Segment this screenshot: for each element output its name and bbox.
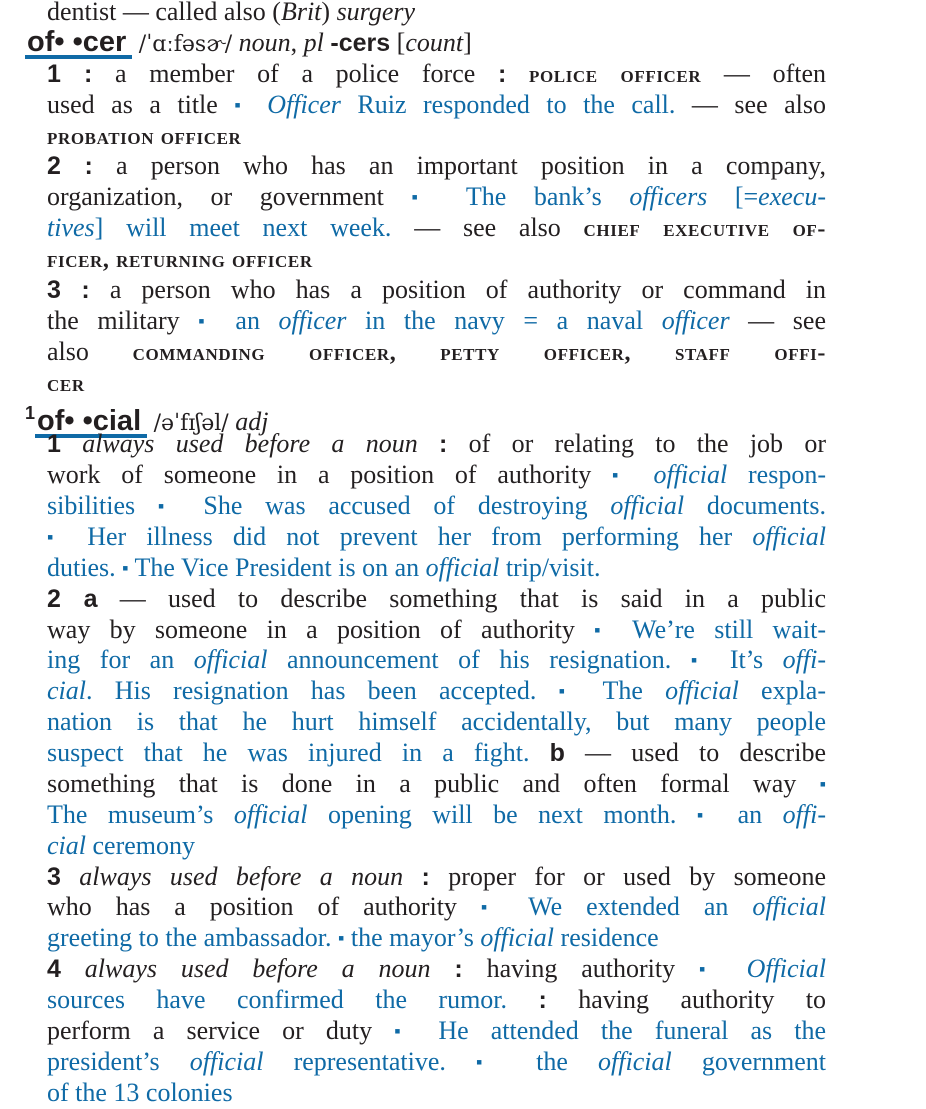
definition-text: ] (463, 27, 472, 57)
text-line (47, 90, 826, 121)
definition-text: [ (390, 27, 406, 57)
definition-text: also (47, 336, 133, 366)
text-line (47, 892, 826, 923)
example-emphasis: cial (47, 676, 86, 706)
definition-text (507, 985, 538, 1014)
example-text: We’re still wait- (613, 614, 826, 644)
cross-reference[interactable]: chief executive of- (583, 216, 826, 243)
definition-text: organization, or government (47, 182, 412, 212)
example-bullet-icon: ▪ (157, 496, 181, 516)
entry-header-line (25, 398, 826, 438)
definition-text: something that is done in a public and often formal way (47, 768, 820, 798)
example-text: of the 13 colonies (47, 1077, 233, 1107)
example-emphasis: officer (278, 305, 347, 335)
example-emphasis: execu- (758, 182, 826, 212)
example-emphasis: official (665, 676, 739, 706)
example-emphasis: offi- (782, 799, 827, 829)
sense-label: 2 a (47, 584, 98, 613)
text-line (47, 553, 826, 584)
example-text (251, 90, 268, 119)
text-line (47, 676, 826, 707)
example-text (633, 460, 654, 489)
cross-reference[interactable]: probation officer (47, 123, 242, 150)
example-bullet-icon: ▪ (394, 1020, 417, 1041)
text-line (47, 429, 826, 460)
example-emphasis: official (752, 892, 826, 922)
example-bullet-icon: ▪ (411, 187, 439, 208)
example-text: ] will meet next week. (94, 213, 392, 243)
sense-label: : (439, 430, 448, 459)
text-line (47, 1078, 826, 1109)
example-text: We extended an (504, 892, 753, 922)
text-line (47, 337, 826, 368)
sense-label: -cers (330, 28, 391, 57)
text-line (47, 368, 826, 399)
example-text: in the navy = a naval (346, 305, 662, 335)
example-emphasis: official (480, 923, 555, 953)
example-text: ceremony (86, 830, 196, 860)
definition-text: — see also (675, 89, 827, 119)
text-line (47, 151, 826, 182)
definition-text: a member of a police force (92, 58, 498, 88)
example-bullet-icon: ▪ (690, 650, 711, 671)
definition-text: of or relating to the job or (447, 429, 826, 459)
example-text: sibilities (47, 491, 158, 520)
example-text: nation is that he hurt himself accidentally, but many people (47, 707, 826, 737)
example-text: She was accused of destroying (180, 491, 611, 520)
definition-text (61, 862, 79, 891)
italic-label: Brit (280, 0, 322, 26)
example-text: . His resignation has been accepted. (86, 676, 559, 706)
definition-text: the military (47, 305, 199, 335)
definition-text: who has a position of authority (47, 892, 481, 922)
cross-reference[interactable]: commanding officer, petty officer, staff offi- (132, 339, 826, 366)
italic-label: always used before a noun (79, 861, 404, 891)
definition-text (530, 738, 550, 767)
definition-text (418, 429, 439, 458)
text-line (47, 769, 826, 800)
example-emphasis: official (752, 521, 826, 551)
definition-text (506, 59, 529, 88)
example-emphasis: cial (47, 830, 86, 860)
example-bullet-icon: ▪ (819, 773, 826, 794)
cross-reference[interactable]: ficer, returning officer (47, 247, 313, 273)
definition-text: proper for or used by someone (429, 861, 826, 891)
example-bullet-icon: ▪ (558, 681, 581, 702)
sense-label: 2 : (47, 152, 93, 181)
example-text: opening will be next month. (307, 799, 697, 829)
example-text: an (717, 799, 783, 829)
example-bullet-icon: ▪ (476, 1051, 507, 1072)
example-text: [= (707, 182, 759, 212)
example-text: The (580, 676, 666, 706)
text-line (47, 213, 826, 244)
example-text: sources have confirmed the rumor. (47, 985, 508, 1014)
example-bullet-icon: ▪ (47, 526, 68, 547)
example-text: The bank’s (438, 182, 630, 212)
example-text: an (216, 305, 279, 335)
example-text: trip/visit. (499, 552, 601, 582)
definition-text: — see (729, 305, 826, 335)
example-emphasis: official (610, 491, 685, 520)
text-line (47, 306, 826, 337)
sense-label: 3 (47, 862, 61, 891)
example-text: announcement of his resignation. (267, 645, 691, 675)
sense-label: : (497, 59, 507, 88)
italic-label: adj (235, 407, 269, 437)
example-text: expla- (738, 676, 827, 706)
example-emphasis: officers (629, 182, 708, 212)
definition-text: used as a title (47, 89, 235, 119)
headword: of• •cer (25, 29, 132, 59)
text-line (47, 831, 826, 862)
example-emphasis: Official (746, 954, 826, 984)
example-text: duties. (47, 552, 123, 582)
sense-label: : (421, 862, 430, 891)
text-line (47, 584, 826, 615)
italic-label: surgery (336, 0, 416, 26)
example-bullet-icon: ▪ (337, 928, 345, 949)
text-line (47, 59, 826, 90)
sense-label: : (538, 986, 547, 1014)
example-text: Her illness did not prevent her from performing her (67, 521, 753, 551)
example-bullet-icon: ▪ (612, 465, 633, 486)
text-line (47, 800, 826, 831)
definition-text: a person who has a position of authority or command in (89, 274, 826, 304)
text-line (47, 707, 826, 738)
sense-label: 1 : (47, 59, 93, 88)
definition-text (61, 954, 85, 983)
definition-text: — often (701, 58, 827, 88)
example-text: suspect that he was injured in a fight. (47, 738, 530, 767)
text-line (47, 615, 826, 646)
italic-label: pl (303, 27, 324, 57)
example-emphasis: offi- (782, 645, 826, 675)
definition-text (403, 862, 421, 891)
example-text: representative. (263, 1046, 476, 1076)
sense-label: : (454, 955, 463, 984)
definition-text: — used to describe (564, 738, 826, 767)
sense-label: 4 (47, 955, 61, 984)
example-bullet-icon: ▪ (698, 959, 723, 980)
headword: of• •cial (35, 408, 147, 438)
text-line (47, 0, 826, 28)
example-bullet-icon: ▪ (198, 310, 217, 331)
definition-text: having authority to (546, 985, 827, 1014)
example-emphasis: official (189, 1046, 264, 1076)
text-line (47, 1016, 826, 1047)
example-emphasis: Officer (267, 89, 341, 119)
example-text: greeting to the ambassador. (47, 923, 338, 953)
pronunciation: /ˈɑːfəsɚ/ (138, 31, 233, 57)
text-line (47, 923, 826, 954)
example-text: documents. (684, 491, 826, 520)
example-text: ing for an (47, 645, 194, 675)
text-line (47, 244, 826, 275)
text-line (47, 954, 826, 985)
italic-label: always used before a noun (84, 954, 431, 984)
definition-text: , (290, 27, 304, 57)
homograph-number: 1 (25, 403, 36, 424)
definition-text (61, 429, 82, 458)
definition-text (431, 954, 455, 983)
entry-header-line (25, 25, 826, 59)
example-bullet-icon: ▪ (594, 619, 614, 640)
text-line (47, 491, 826, 522)
example-emphasis: official (425, 552, 500, 582)
example-text: It’s (710, 645, 783, 675)
italic-label: always used before a noun (82, 429, 418, 459)
definition-text: having authority (462, 954, 699, 984)
example-text: government (671, 1046, 827, 1076)
definition-text: — see also (391, 213, 584, 243)
sense-label: 1 (47, 430, 61, 459)
example-text: He attended the funeral as the (416, 1015, 826, 1045)
text-line (47, 522, 826, 553)
example-bullet-icon: ▪ (696, 804, 718, 825)
definition-text: way by someone in a position of authority (47, 614, 595, 644)
definition-text: perform a service or duty (47, 1015, 395, 1045)
example-text: Ruiz responded to the call. (340, 89, 676, 119)
example-emphasis: tives (47, 213, 95, 243)
example-bullet-icon: ▪ (234, 94, 251, 115)
italic-label: count (405, 27, 464, 57)
definition-text: ) (321, 0, 337, 26)
italic-label: noun (238, 27, 291, 57)
example-text: The museum’s (47, 799, 234, 829)
example-emphasis: official (653, 460, 728, 490)
text-line (47, 460, 826, 491)
example-emphasis: official (598, 1046, 672, 1076)
example-text: the mayor’s (344, 923, 481, 953)
sense-label: b (549, 739, 565, 767)
definition-text: work of someone in a position of authority (47, 460, 613, 490)
example-text: residence (554, 923, 659, 953)
dictionary-page (25, 0, 827, 1109)
text-line (47, 645, 826, 676)
text-line (47, 121, 826, 152)
example-text: The Vice President is on an (128, 552, 426, 582)
example-emphasis: official (193, 645, 268, 675)
text-line (47, 275, 826, 306)
example-emphasis: official (233, 799, 308, 829)
example-text (723, 954, 747, 983)
cross-reference[interactable]: cer (47, 370, 85, 397)
definition-text: dentist — called also ( (47, 0, 281, 26)
example-bullet-icon: ▪ (122, 557, 129, 578)
text-line (47, 862, 826, 893)
definition-text: — used to describe something that is said in a public (97, 583, 826, 613)
sense-label: 3 : (47, 275, 90, 304)
example-text: the (506, 1046, 599, 1076)
text-line (47, 182, 826, 213)
example-text: respon- (727, 460, 826, 490)
text-line (47, 1047, 826, 1078)
example-emphasis: officer (661, 305, 730, 335)
text-line (47, 738, 826, 769)
example-text: president’s (47, 1046, 190, 1076)
text-line (47, 985, 826, 1016)
cross-reference[interactable]: police officer (528, 61, 702, 88)
example-bullet-icon: ▪ (480, 897, 505, 918)
pronunciation: /əˈfɪʃəl/ (153, 411, 229, 437)
definition-text: a person who has an important position in a company, (92, 151, 826, 181)
